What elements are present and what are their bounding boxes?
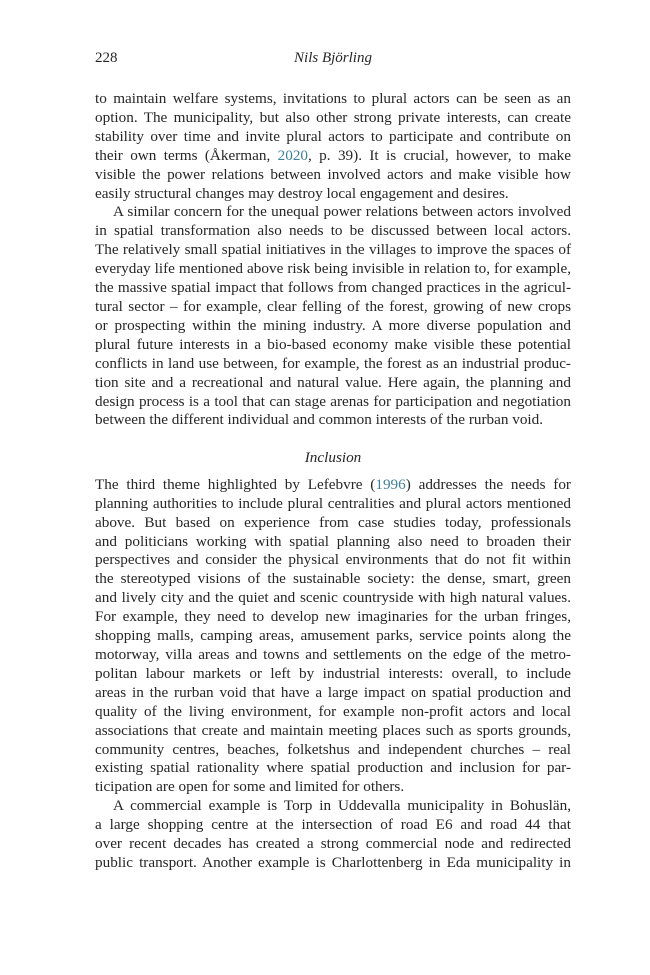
text-line: and politicians working with spatial planning also need to broaden their xyxy=(95,532,571,550)
text-line: everyday life mentioned above risk being invisible in relation to, for example, xyxy=(95,260,571,278)
text-line: quality of the living environment, for example non-profit actors and local xyxy=(95,702,571,720)
citation-link-2020[interactable]: 2020 xyxy=(277,146,308,164)
text-line: community centres, beaches, folketshus and independent churches – real xyxy=(95,740,571,758)
text-fragment: The third theme highlighted by Lefebvre ( xyxy=(95,475,376,493)
text-line: associations that create and maintain meeting places such as sports grounds, xyxy=(95,721,571,739)
text-line: and lively city and the quiet and scenic countryside with high natural values. xyxy=(95,589,571,607)
body-text xyxy=(95,90,571,873)
text-fragment: , p. 39). It is crucial, however, to make xyxy=(308,146,571,164)
text-line: For example, they need to develop new imaginaries for the urban fringes, xyxy=(95,608,571,626)
text-line: design process is a tool that can stage arenas for participation and negotiation xyxy=(95,392,571,410)
text-line: to maintain welfare systems, invitations to plural actors can be seen as an xyxy=(95,90,571,107)
text-line: ticipation are open for some and limited for others. xyxy=(95,778,405,796)
citation-link-1996[interactable]: 1996 xyxy=(375,475,406,493)
text-line: areas in the rurban void that have a large impact on spatial production and xyxy=(95,683,571,701)
text-line: the stereotyped visions of the sustainable society: the dense, smart, green xyxy=(95,570,571,588)
text-line: the massive spatial impact that follows from changed practices in the agricul- xyxy=(95,279,571,297)
paragraph-4 xyxy=(95,797,571,873)
text-line: tural sector – for example, clear felling of the forest, growing of new crops xyxy=(95,297,571,315)
text-line: A commercial example is Torp in Uddevalla municipality in Bohuslän, xyxy=(113,797,571,815)
text-fragment: their own terms (Åkerman, xyxy=(95,146,278,164)
text-line: The relatively small spatial initiatives in the villages to improve the spaces of xyxy=(95,241,571,259)
paragraph-2 xyxy=(95,203,571,430)
text-line: motorway, villa areas and towns and settlements on the edge of the metro- xyxy=(95,645,571,663)
text-line: between the different individual and common interests of the rurban void. xyxy=(95,411,544,429)
section-heading: Inclusion xyxy=(304,448,362,466)
text-line: politan labour markets or left by industrial interests: overall, to include xyxy=(95,664,571,682)
running-head-author: Nils Björling xyxy=(294,50,372,66)
text-line xyxy=(95,147,571,166)
text-line: existing spatial rationality where spatial production and inclusion for par- xyxy=(95,759,571,777)
text-line: A similar concern for the unequal power relations between actors involved xyxy=(113,203,571,221)
text-line: stability over time and invite plural actors to participate and contribute on xyxy=(95,127,571,145)
page-header xyxy=(95,50,571,70)
text-line: conflicts in land use between, for example, the forest as an industrial produc- xyxy=(95,354,571,372)
text-line: plural future interests in a bio-based economy make visible these potential xyxy=(95,335,571,353)
text-line: perspectives and consider the physical environments that do not fit within xyxy=(95,551,571,569)
text-fragment: ) addresses the needs for xyxy=(405,475,571,493)
paragraph-1 xyxy=(95,90,571,203)
text-line: easily structural changes may destroy local engagement and desires. xyxy=(95,184,509,202)
text-line: a large shopping centre at the intersection of road E6 and road 44 that xyxy=(95,816,571,834)
text-line: above. But based on experience from case studies today, professionals xyxy=(95,513,571,531)
text-line: or prospecting within the mining industry. A more diverse population and xyxy=(95,316,571,334)
text-line: public transport. Another example is Charlottenberg in Eda municipality in xyxy=(95,853,571,871)
text-line: visible the power relations between involved actors and make visible how xyxy=(95,165,571,183)
text-line xyxy=(95,476,571,495)
text-line: planning authorities to include plural centralities and plural actors mentioned xyxy=(95,494,571,512)
text-line: option. The municipality, but also other strong private interests, can create xyxy=(95,108,571,126)
page-number: 228 xyxy=(95,50,118,66)
paragraph-3 xyxy=(95,476,571,797)
text-line: tion site and a recreational and natural value. Here again, the planning and xyxy=(95,373,571,391)
text-line: over recent decades has created a strong commercial node and redirected xyxy=(95,835,571,853)
text-line: in spatial transformation also needs to be discussed between local actors. xyxy=(95,222,571,240)
text-line: shopping malls, camping areas, amusement parks, service points along the xyxy=(95,627,571,645)
